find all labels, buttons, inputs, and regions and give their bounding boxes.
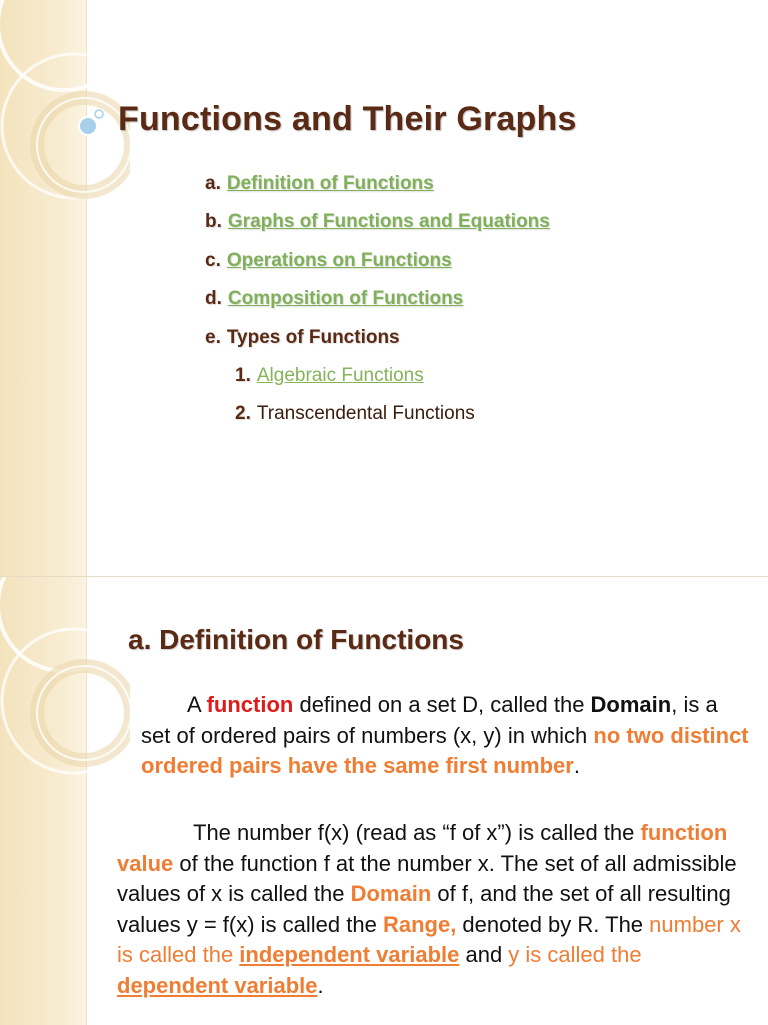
phrase-number-x: number x is called the [117,911,741,967]
toc-marker: c. [205,249,221,271]
toc-marker: a. [205,173,221,194]
toc-item-operations [205,245,550,283]
para1-text: . [573,753,580,778]
toc-types-label: Types of Functions [226,326,400,348]
toc-item-types [205,322,550,360]
section-heading: a. Definition of Functions [128,624,464,655]
decorative-rings [0,577,130,1025]
term-dependent-variable: dependent variable [117,972,318,998]
phrase-y-is-called: y is called the [508,942,642,967]
para1-text: defined on a set D, called the [293,692,591,717]
link-definition-of-functions[interactable]: Definition of Functions [226,173,434,194]
term-domain: Domain [590,692,672,717]
toc-marker: e. [205,326,221,348]
para2-text: of the function f at the number x. The set of all admissible values of x is called the [117,850,737,906]
toc-marker: 1. [235,364,251,386]
term-range: Range, [382,911,457,937]
term-function-value: function value [117,820,728,876]
para2-text: of f, and the set of all resulting values y = f(x) is called the [117,881,731,937]
toc-marker: b. [205,211,222,233]
link-operations-on-functions[interactable]: Operations on Functions [226,249,452,271]
toc-marker: d. [205,288,222,310]
para2-text: The number f(x) (read as “f of x”) is called the [193,820,641,845]
para2-text: . [317,972,324,998]
toc-transcendental-label: Transcendental Functions [256,403,475,425]
para2-text: and [459,942,509,967]
decorative-rings [0,0,130,576]
para1-text: , is a set of ordered pairs of numbers (x, y) in which [141,692,718,748]
slide-definition [0,576,768,1025]
emphasis-no-two-pairs: no two distinct ordered pairs have the same first number [141,722,749,778]
link-algebraic-functions[interactable]: Algebraic Functions [256,364,424,386]
toc-subitem-algebraic [205,360,550,398]
toc-subitem-transcendental [205,398,550,436]
toc-item-composition [205,283,550,321]
term-domain-2: Domain [350,881,432,906]
slide-title: Functions and Their Graphs [118,100,577,138]
toc-item-definition [205,168,550,206]
link-graphs-of-functions[interactable]: Graphs of Functions and Equations [227,211,550,233]
term-function: function [206,692,294,717]
para1-text: A [187,692,207,717]
function-value-paragraph [117,818,757,1001]
toc-marker: 2. [235,403,251,425]
definition-paragraph [141,690,751,782]
para2-text: denoted by R. The [456,911,650,937]
link-composition-of-functions[interactable]: Composition of Functions [227,288,464,310]
toc-item-graphs [205,206,550,244]
term-independent-variable: independent variable [239,942,460,967]
table-of-contents [205,168,550,437]
